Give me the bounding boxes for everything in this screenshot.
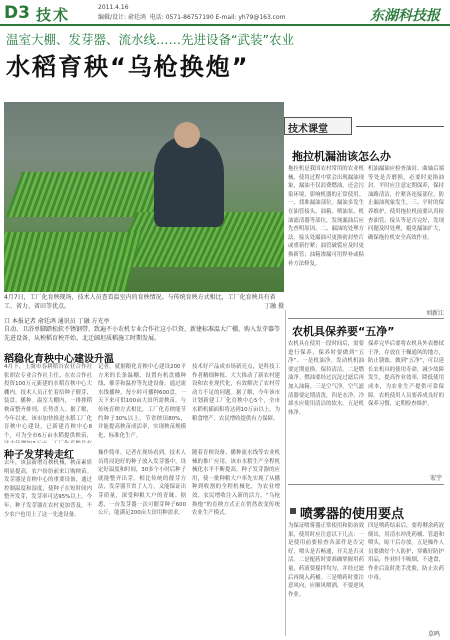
column-separator	[285, 310, 286, 636]
lead-col5-text: 操作简单。记者在现场看到，技术人员将浸泡好的种子放入发芽器中，设定好温度和时间，30多个小时后种子就能整齐出芽。相比传统的催芽方法，发芽器节省了人力，又能保证出芽质量，深受种粮大户的青睐。据悉，一台发芽器一次可催芽种子600公斤，能满足200亩大田用种需求。	[98, 450, 186, 517]
lead-col1-heading: 稻稳化育秧中心建设升温	[4, 354, 114, 365]
header-rule	[0, 24, 450, 26]
worker-figure	[154, 137, 224, 227]
tractor-author: 刘新江	[426, 310, 445, 317]
square-bullet-icon	[290, 508, 296, 514]
lead-byline: 口 本报记者 俞廷鸿 通讯员 丁融 方光亭	[4, 318, 110, 325]
section-divider	[288, 484, 444, 485]
lead-subhead: 温室大棚、发芽器、流水线……先进设备“武装”农业	[6, 32, 294, 47]
lead-lede: 自动、卫浴单脚踏松软不锈钢带、致遍不小农机专业合作社这小巨资、新建标准温大广棚、购入发芽器等先进设备、从秧稻育秧开始、北迁阔坦质稻施工时期发展。	[4, 326, 281, 342]
lead-photo	[4, 102, 284, 292]
editor-line: 编辑/设计: 俞廷鸿	[98, 14, 146, 21]
photo-caption-text: 4月7日，工厂化育秧现场，技术人员查看温室内的育秧情况。与传统育秧方式相比，工厂化育秧具有省工、省力、省田等优点。	[4, 294, 276, 310]
page-header	[0, 0, 450, 26]
tractor-text-left: 拖拉机是我国农村常用的农业机械，使用过程中常会出现漏油现象，漏油不仅浪费燃油，还会污染环境，影响机器的正常使用。一、找准漏油部位。漏油多发生在油管接头、油箱、喷油泵、机油滤清器等部位，发现漏油后应先查明原因。二、漏油的处理方法。接头处漏油可更换密封垫片或重新拧紧；油管破裂应及时更换新管；油箱渗漏可用焊补或粘补方法修复。	[288, 166, 364, 267]
sprayer-headline: 喷雾器的使用要点	[300, 507, 405, 522]
tractor-headline: 拖拉机漏油该怎么办	[292, 150, 391, 163]
photo-credit: 丁融 摄	[264, 303, 284, 310]
maintenance-text-left: 农机具在使用一段时间后，需要进行保养，保养时要做到“五净”。一是机油净。发动机机油要定期更换，保持清洁。二是燃油净。燃油要经过沉淀过滤后再加入油箱。三是空气净。空气滤清器要定期清洗。四是水净。冷却水应使用清洁的软水。五是机体净。	[288, 341, 364, 416]
lead-col3-text: 技术好产品成市场新亮点，是科技工作者精细种植、大大推动了新农村建设和农业现代化，有效解决了农村劳动力不足的问题。据了解，今年该市计划新建工厂化育秧中心5个，全市水稻机插面积将达到10万亩以上，为粮食增产、农民增收提供有力保障。	[192, 364, 280, 422]
column-banner-line	[356, 126, 444, 127]
lead-col6-text: 随着育秧设备、播种流水线等农业机械的推广应用，该市水稻生产全程机械化水平不断提高。种子发芽器的应用，使一批种粮大户率先实现了从播种到收割的全程机械化，为农业增效、农民增收注入新的活力，“乌枪换炮”的育秧方式正在悄然改变传统农业生产模式。	[192, 450, 280, 517]
contact-line: 电话: 0571-86757190 E-mail: yh79@163.com	[149, 14, 286, 21]
lead-headline: 水稻育秧“乌枪换炮”	[6, 53, 250, 81]
seedling-tray	[4, 232, 142, 292]
sprayer-text-left: 为保证喷雾器正常使用和防治效果，使用时应注意以下几点：一是使用前要检查各部件是否完好，喷头是否畅通，开关是否灵活。二是配药时要准确掌握用药量，药液要搅拌均匀，并经过滤后再倒入药桶。三是喷药时要注意风向，应顺风喷洒，不要逆风作业。	[288, 523, 364, 598]
lead-col4-text: 去年，该县新增育秧机械，秧苗素质明显提高，农户纷纷前来订购秧苗。发芽器是育秧中心的重要设备，通过控制温度和湿度，使种子在短时间内整齐发芽，发芽率可达95%以上。今年，种子发芽器在农村更加普及，不少农户也用上了这一先进设备。	[4, 460, 92, 518]
section-divider	[288, 318, 444, 319]
lead-col4-heading: 种子发芽转走红	[4, 450, 74, 461]
sprayer-author: 草鸣	[428, 631, 441, 638]
column-banner-label: 技术课堂	[288, 124, 328, 135]
tractor-text-right: 机油漏油应检查油封、曲轴后端等处是否磨损，必要时更换油封。平时应注意定期保养，保持油路清洁，拧紧各连接部位，防止漏油现象发生。三、平时的保养维护。使用拖拉机前要认真检查油管、接头等是否完好，发现问题及时处理，避免漏油扩大，确保拖拉机安全高效作业。	[368, 166, 444, 241]
page-code: D3	[4, 3, 30, 23]
maintenance-headline: 农机具保养要“五净”	[292, 325, 395, 338]
lead-col2-text: 记者，就据粮化育秧中心建设200平方米的长条温棚、设置有机盘播种线、催芽和温控等先进设备。通过流水线播种，每小时可播种600盘，一天下来可供100亩大田所需秧苗。与传统育秧方式相比，工厂化育秧能节约种子30%以上、节省秧田80%，并能提高秧苗成活率，实现秧苗规模化、标准化生产。	[98, 364, 186, 439]
column-banner	[284, 117, 444, 135]
section-label: 技术	[36, 6, 71, 24]
sprayer-text-right: 四是喷药结束后，要将剩余药液倒出，用清水冲洗药桶、管道和喷头，晾干后存放。五是操作人员要做好个人防护，穿戴好防护用品，作业时不吸烟、不进食，作业后及时洗手洗脸，防止农药中毒。	[368, 523, 444, 581]
lead-col1-text: 4月下，上虞市春耕稻谷农业合作社张胡农专业合作社主任、在农合作社投资100万元新建的水稻育秧中心大棚内，技术人员正忙着给种子催芽、装盘、播种。温室大棚内，一排排稻秧苗整齐排列，长势喜人。据了解，今年以来，该市加快推进水稻工厂化育秧中心建设，已新建育秧中心8个，可为全市6万亩水稻提供秧苗，	[4, 364, 92, 439]
maintenance-author: 宏宇	[430, 475, 443, 482]
issue-date: 2011.4.16	[98, 4, 129, 11]
worker-head	[174, 122, 200, 148]
photo-caption	[4, 293, 284, 311]
editor-contact	[98, 12, 286, 21]
maintenance-text-right: 保养完毕后要将农机具外表擦拭干净，存放在干燥通风的地方，防止锈蚀。做到“五净”，可以延长农机具的使用寿命，减少故障发生，提高作业效率，降低使用成本，为农业生产提供可靠保障。农机使用人员要养成良好的保养习惯，定期检查维护。	[368, 341, 444, 408]
newspaper-masthead: 东湖科技报	[370, 8, 440, 24]
